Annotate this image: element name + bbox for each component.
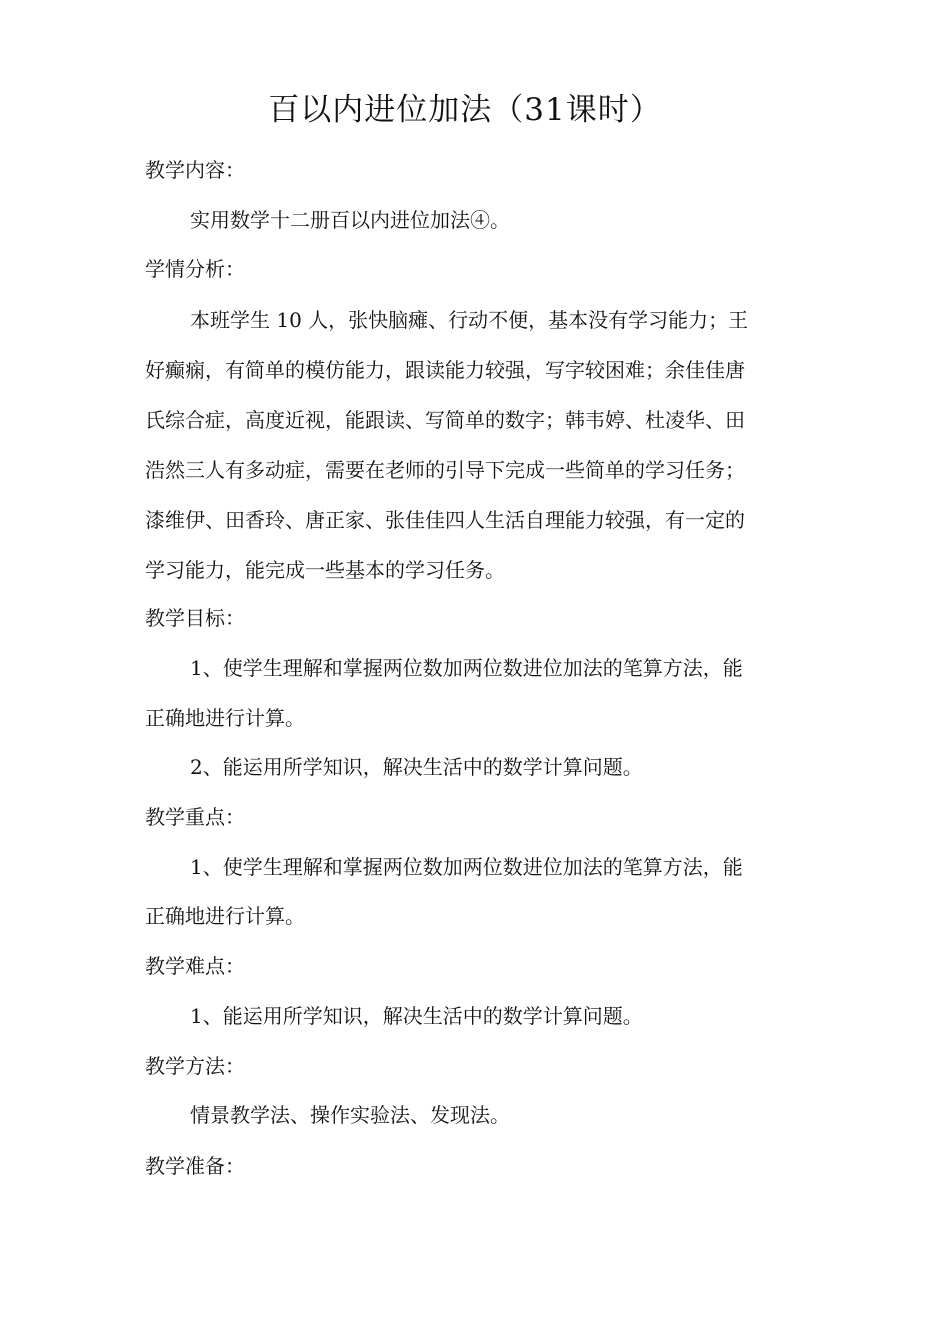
analysis-line: 浩然三人有多动症，需要在老师的引导下完成一些简单的学习任务；	[145, 458, 745, 482]
methods-heading: 教学方法：	[145, 1054, 245, 1078]
analysis-line: 漆维伊、田香玲、唐正家、张佳佳四人生活自理能力较强，有一定的	[145, 508, 745, 532]
analysis-line: 本班学生 10 人，张快脑瘫、行动不便，基本没有学习能力；王	[190, 308, 749, 332]
content-heading: 教学内容：	[145, 158, 245, 182]
difficulty-1: 1、能运用所学知识，解决生活中的数学计算问题。	[190, 1004, 643, 1028]
difficulty-heading: 教学难点：	[145, 954, 245, 978]
analysis-line: 学习能力，能完成一些基本的学习任务。	[145, 558, 505, 582]
document-title: 百以内进位加法（31课时）	[268, 92, 662, 128]
goal-1-line-1: 1、使学生理解和掌握两位数加两位数进位加法的笔算方法，能	[190, 656, 743, 680]
analysis-line: 好癫痫，有简单的模仿能力，跟读能力较强，写字较困难；余佳佳唐	[145, 358, 745, 382]
methods-body: 情景教学法、操作实验法、发现法。	[190, 1103, 510, 1127]
goal-2: 2、能运用所学知识，解决生活中的数学计算问题。	[190, 755, 643, 779]
analysis-line: 氏综合症，高度近视，能跟读、写简单的数字；韩韦婷、杜凌华、田	[145, 408, 745, 432]
content-body: 实用数学十二册百以内进位加法④。	[190, 208, 510, 232]
analysis-heading: 学情分析：	[145, 257, 245, 281]
goal-1-line-2: 正确地进行计算。	[145, 706, 305, 730]
preparation-heading: 教学准备：	[145, 1154, 245, 1178]
key-point-1-line-1: 1、使学生理解和掌握两位数加两位数进位加法的笔算方法，能	[190, 855, 743, 879]
analysis-paragraph	[145, 295, 825, 595]
goals-heading: 教学目标：	[145, 606, 245, 630]
key-point-1-line-2: 正确地进行计算。	[145, 904, 305, 928]
key-points-heading: 教学重点：	[145, 805, 245, 829]
